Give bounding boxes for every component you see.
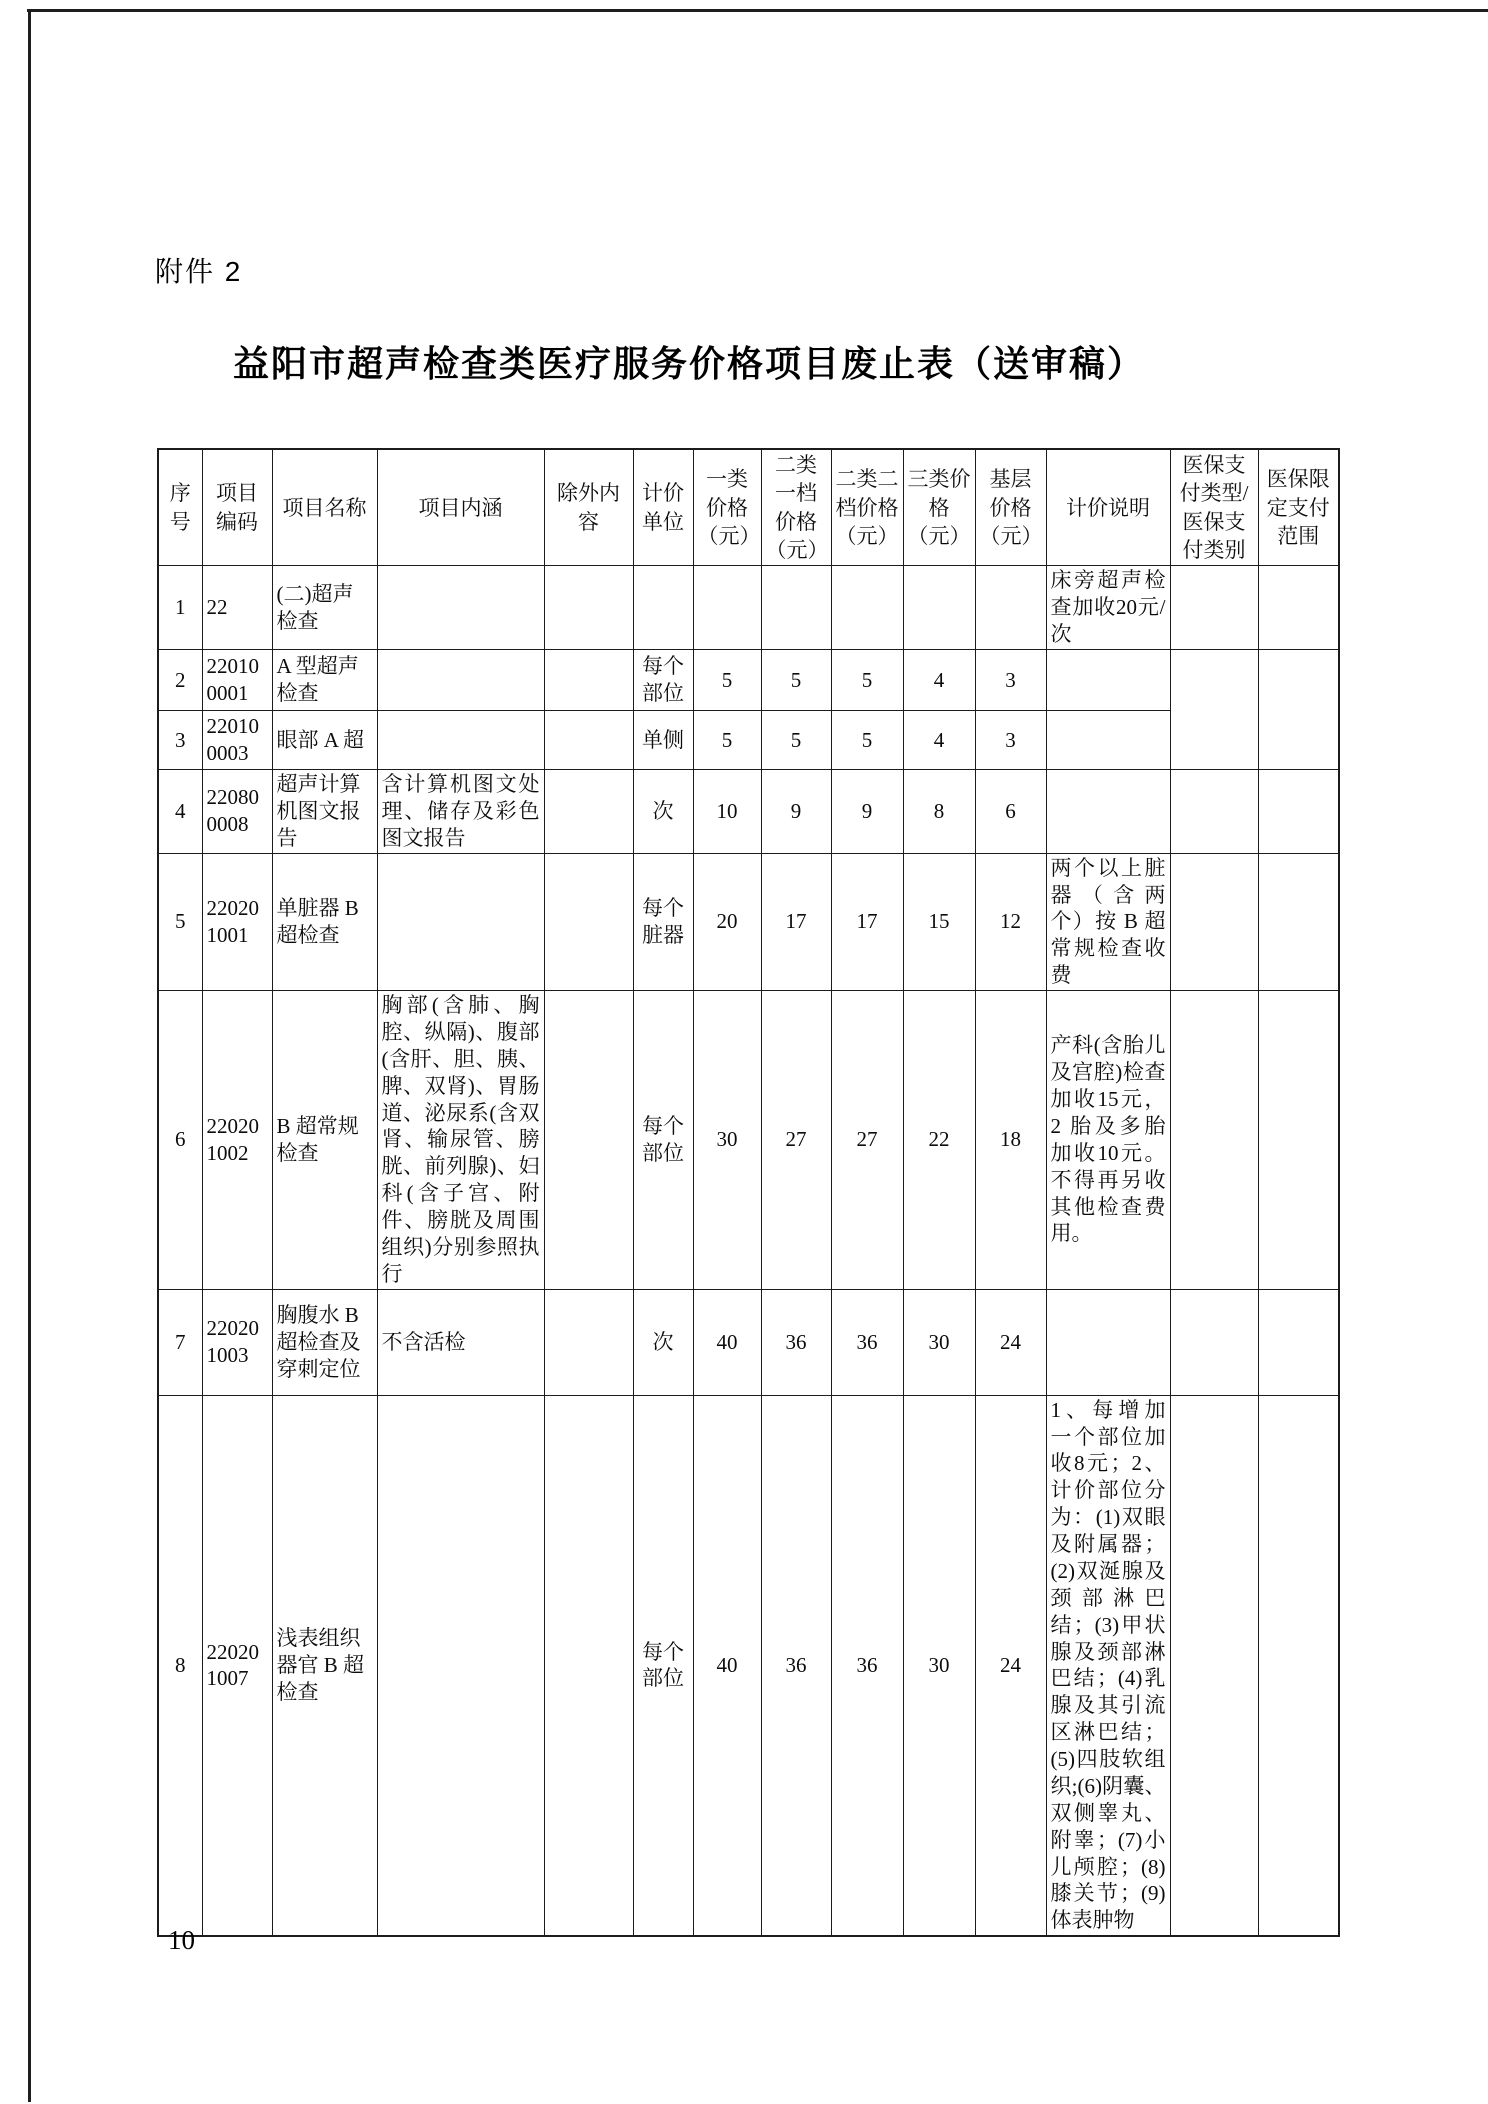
cell-price-class2a: 9 <box>761 770 831 854</box>
table-row <box>158 770 1339 854</box>
cell-content <box>377 1395 544 1936</box>
header-name: 项目名称 <box>272 449 377 566</box>
cell-price-class3: 30 <box>903 1395 975 1936</box>
cell-pay-scope <box>1258 566 1339 650</box>
cell-price-class2a: 36 <box>761 1289 831 1395</box>
cell-price-class3: 4 <box>903 650 975 711</box>
cell-price-class2a <box>761 566 831 650</box>
cell-pay-type <box>1170 1395 1258 1936</box>
cell-note: 产科(含胎儿及宫腔)检查加收15元，2 胎及多胎加收10元。不得再另收其他检查费用。 <box>1046 991 1170 1290</box>
cell-code: 220201002 <box>202 991 272 1290</box>
cell-pay-type <box>1170 1289 1258 1395</box>
scan-edge-left <box>28 9 31 2102</box>
cell-code: 220201001 <box>202 853 272 990</box>
cell-price-basic: 12 <box>975 853 1046 990</box>
cell-unit: 次 <box>633 1289 693 1395</box>
table-row <box>158 1289 1339 1395</box>
cell-price-class2a: 36 <box>761 1395 831 1936</box>
cell-note <box>1046 770 1170 854</box>
cell-pay-scope <box>1258 1289 1339 1395</box>
cell-price-class1 <box>693 566 761 650</box>
cell-note <box>1046 711 1170 770</box>
scan-edge-top <box>27 9 1488 12</box>
cell-exclusion <box>544 1395 633 1936</box>
cell-exclusion <box>544 1289 633 1395</box>
header-price-basic: 基层价格（元） <box>975 449 1046 566</box>
cell-seq: 7 <box>158 1289 202 1395</box>
cell-price-basic: 24 <box>975 1289 1046 1395</box>
cell-exclusion <box>544 650 633 711</box>
cell-code: 220100001 <box>202 650 272 711</box>
cell-name: B 超常规检查 <box>272 991 377 1290</box>
header-price-class1: 一类价格（元） <box>693 449 761 566</box>
cell-pay-scope <box>1258 991 1339 1290</box>
cell-price-class1: 30 <box>693 991 761 1290</box>
header-pay-scope: 医保限定支付范围 <box>1258 449 1339 566</box>
header-note: 计价说明 <box>1046 449 1170 566</box>
cell-price-class1: 40 <box>693 1395 761 1936</box>
cell-code: 22 <box>202 566 272 650</box>
cell-content: 胸部(含肺、胸腔、纵隔)、腹部(含肝、胆、胰、脾、双肾)、胃肠道、泌尿系(含双肾、输尿管、膀胱、前列腺)、妇科(含子宫、附件、膀胱及周围组织)分别参照执行 <box>377 991 544 1290</box>
cell-price-class2b: 5 <box>831 650 903 711</box>
cell-price-class2b: 36 <box>831 1289 903 1395</box>
cell-code: 220100003 <box>202 711 272 770</box>
cell-content <box>377 711 544 770</box>
header-content: 项目内涵 <box>377 449 544 566</box>
cell-price-class1: 20 <box>693 853 761 990</box>
header-price-class2a: 二类一档价格（元） <box>761 449 831 566</box>
cell-exclusion <box>544 711 633 770</box>
table-row <box>158 711 1339 770</box>
cell-content <box>377 650 544 711</box>
cell-seq: 5 <box>158 853 202 990</box>
cell-name: (二)超声检查 <box>272 566 377 650</box>
cell-pay-type <box>1170 770 1258 854</box>
header-seq: 序号 <box>158 449 202 566</box>
cell-note <box>1046 650 1170 711</box>
cell-name: 单脏器 B 超检查 <box>272 853 377 990</box>
cell-pay-scope <box>1258 650 1339 770</box>
cell-price-class2a: 5 <box>761 711 831 770</box>
header-price-class2b: 二类二档价格（元） <box>831 449 903 566</box>
cell-pay-type <box>1170 853 1258 990</box>
cell-pay-type <box>1170 991 1258 1290</box>
cell-code: 220800008 <box>202 770 272 854</box>
cell-seq: 4 <box>158 770 202 854</box>
cell-price-class1: 5 <box>693 711 761 770</box>
cell-price-basic: 24 <box>975 1395 1046 1936</box>
cell-note: 两个以上脏器（含两个）按 B 超常规检查收费 <box>1046 853 1170 990</box>
cell-content <box>377 566 544 650</box>
cell-price-basic: 18 <box>975 991 1046 1290</box>
cell-price-class3: 22 <box>903 991 975 1290</box>
cell-unit: 每个部位 <box>633 991 693 1290</box>
cell-content <box>377 853 544 990</box>
cell-price-basic: 6 <box>975 770 1046 854</box>
cell-unit: 单侧 <box>633 711 693 770</box>
table-header-row <box>158 449 1339 566</box>
cell-price-class2b: 36 <box>831 1395 903 1936</box>
cell-price-class3 <box>903 566 975 650</box>
cell-price-class2b <box>831 566 903 650</box>
cell-unit: 次 <box>633 770 693 854</box>
cell-price-class2b: 17 <box>831 853 903 990</box>
cell-seq: 1 <box>158 566 202 650</box>
cell-price-class2b: 5 <box>831 711 903 770</box>
cell-pay-scope <box>1258 770 1339 854</box>
cell-seq: 2 <box>158 650 202 711</box>
cell-name: 超声计算机图文报告 <box>272 770 377 854</box>
table-row <box>158 650 1339 711</box>
cell-content: 含计算机图文处理、储存及彩色图文报告 <box>377 770 544 854</box>
header-exclusion: 除外内容 <box>544 449 633 566</box>
cell-price-class2b: 9 <box>831 770 903 854</box>
cell-code: 220201003 <box>202 1289 272 1395</box>
cell-pay-scope <box>1258 853 1339 990</box>
cell-note: 床旁超声检查加收20元/次 <box>1046 566 1170 650</box>
cell-price-basic <box>975 566 1046 650</box>
header-price-class3: 三类价格（元） <box>903 449 975 566</box>
cell-exclusion <box>544 770 633 854</box>
page-title: 益阳市超声检查类医疗服务价格项目废止表（送审稿） <box>232 343 1145 384</box>
cell-seq: 3 <box>158 711 202 770</box>
cell-pay-type <box>1170 650 1258 770</box>
cell-unit: 每个脏器 <box>633 853 693 990</box>
cell-price-class3: 30 <box>903 1289 975 1395</box>
page-number: 10 <box>168 1925 195 1955</box>
cell-price-basic: 3 <box>975 711 1046 770</box>
cell-pay-type <box>1170 566 1258 650</box>
cell-price-class3: 8 <box>903 770 975 854</box>
attachment-label: 附件 2 <box>155 256 243 287</box>
cell-code: 220201007 <box>202 1395 272 1936</box>
cell-price-class2a: 27 <box>761 991 831 1290</box>
cell-unit <box>633 566 693 650</box>
cell-price-class2b: 27 <box>831 991 903 1290</box>
cell-price-class2a: 17 <box>761 853 831 990</box>
cell-pay-scope <box>1258 1395 1339 1936</box>
cell-name: A 型超声检查 <box>272 650 377 711</box>
cell-unit: 每个部位 <box>633 650 693 711</box>
cell-seq: 8 <box>158 1395 202 1936</box>
cell-content: 不含活检 <box>377 1289 544 1395</box>
cell-seq: 6 <box>158 991 202 1290</box>
cell-price-class3: 15 <box>903 853 975 990</box>
price-abolition-table <box>157 448 1340 1937</box>
cell-note <box>1046 1289 1170 1395</box>
cell-exclusion <box>544 566 633 650</box>
cell-price-class3: 4 <box>903 711 975 770</box>
cell-note: 1、每增加一个部位加收8元；2、计价部位分为：(1)双眼及附属器；(2)双涎腺及颈部淋巴结；(3)甲状腺及颈部淋巴结；(4)乳腺及其引流区淋巴结；(5)四肢软组织;(6)阴囊、双侧睾丸、附睾；(7)小儿颅腔；(8)膝关节；(9)体表肿物 <box>1046 1395 1170 1936</box>
cell-unit: 每个部位 <box>633 1395 693 1936</box>
cell-price-class2a: 5 <box>761 650 831 711</box>
cell-exclusion <box>544 853 633 990</box>
table-row <box>158 853 1339 990</box>
cell-price-class1: 5 <box>693 650 761 711</box>
header-code: 项目编码 <box>202 449 272 566</box>
cell-price-class1: 10 <box>693 770 761 854</box>
cell-name: 浅表组织器官 B 超检查 <box>272 1395 377 1936</box>
cell-name: 眼部 A 超 <box>272 711 377 770</box>
table-row <box>158 1395 1339 1936</box>
header-unit: 计价单位 <box>633 449 693 566</box>
table-row <box>158 566 1339 650</box>
table-row <box>158 991 1339 1290</box>
cell-name: 胸腹水 B 超检查及穿刺定位 <box>272 1289 377 1395</box>
cell-price-basic: 3 <box>975 650 1046 711</box>
cell-exclusion <box>544 991 633 1290</box>
cell-price-class1: 40 <box>693 1289 761 1395</box>
header-pay-type: 医保支付类型/医保支付类别 <box>1170 449 1258 566</box>
